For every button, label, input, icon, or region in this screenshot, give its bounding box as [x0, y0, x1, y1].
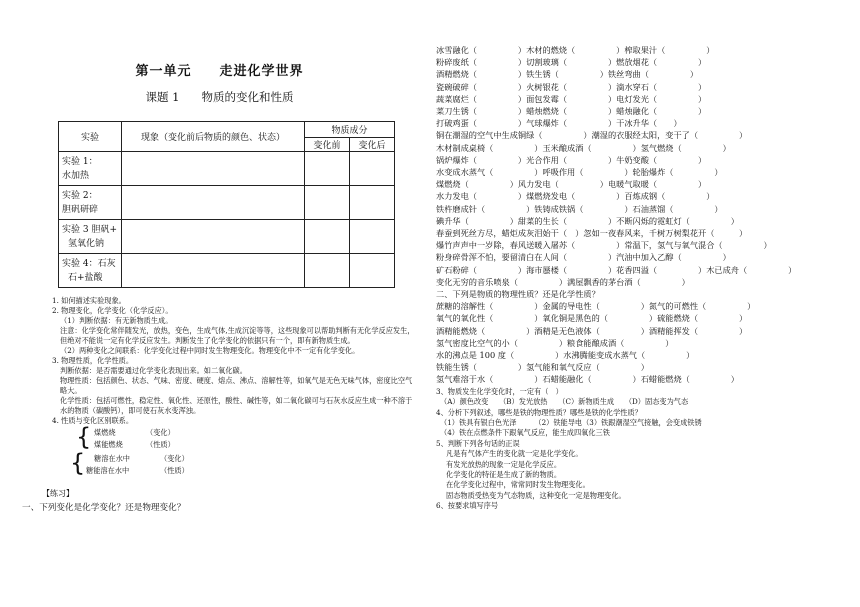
- statement-line: 固态物质受热变为气态物质，这种变化一定是物理变化。: [446, 490, 626, 500]
- lesson-name: 物质的变化和性质: [201, 90, 294, 104]
- exercise-line: 水的沸点是 100 度（ ）水沸腾能变成水蒸气（ ）: [436, 350, 695, 361]
- brace-item: 煤燃烧 （变化）: [94, 428, 175, 437]
- note-line: 注意：化学变化常伴随发光，放热，变色，生成气体,生成沉淀等等，这些现象可以帮助判断有无化学反应发生，但绝对不能说一定有化学反应发生。判断发生了化学变化的依据只有一个，即有新物质生成。: [60, 326, 415, 345]
- statement-line: （4）铁在点燃条件下跟氧气反应，能生成四氧化三铁: [440, 428, 610, 438]
- exercise-line: 木材制成桌椅（ ）玉米酿成酒（ ）氢气燃烧（ ）: [436, 142, 731, 153]
- exercise-line: 铁杵磨成针（ ）铁铸成铁锅（ ）石油蒸馏（ ）: [436, 203, 723, 214]
- exercise-line: 蔗糖的溶解性（ ）金属的导电性（ ）氮气的可燃性（ ）: [436, 301, 756, 312]
- exercise-line: 冰雪融化（ ）木材的燃烧（ ）榨取果汁（ ）: [436, 45, 715, 55]
- header-phenomenon: 现象（变化前后物质的颜色、状态）: [122, 122, 305, 152]
- practice-label: 【练习】: [42, 489, 74, 498]
- question-line: 6、按要求填写序号: [436, 501, 499, 511]
- label-line: 实验 2：: [62, 190, 98, 201]
- label-line: 水加热: [62, 170, 90, 181]
- exercise-line: 菜刀生锈（ ）蜡烛燃烧（ ）蜡烛融化（ ）: [436, 106, 707, 117]
- notes-section: [52, 296, 417, 478]
- brace-group-coal: [60, 423, 417, 452]
- exercise-line: 矿石粉碎（ ）海市蜃楼（ ）花香四溢（ ）木已成舟（ ）: [436, 264, 797, 275]
- brace-group-sugar: [60, 449, 417, 478]
- lesson-number: 课题 1: [145, 90, 180, 104]
- exercise-line: 煤燃烧（ ）风力发电（ ）电暖气取暖（ ）: [436, 179, 707, 190]
- exercise-line: 铁能生锈（ ）氢气能和氧气反应（ ）: [436, 362, 649, 373]
- exercise-line: 酒精能燃烧（ ）酒精是无色液体（ ）酒精能挥发（ ）: [436, 325, 748, 336]
- question-2-title: 二、下列是物质的物理性质？还是化学性质？: [436, 289, 600, 300]
- table-row: [59, 220, 395, 254]
- label-line: 实验 4：石灰: [62, 258, 116, 269]
- experiment-label: [59, 254, 122, 288]
- brace-icon: {: [70, 449, 86, 477]
- left-column: [22, 38, 417, 513]
- unit-title: [22, 60, 417, 79]
- experiment-table: [58, 121, 395, 288]
- label-line: 氢氧化钠: [68, 238, 105, 249]
- question-1-title: 一、下列变化是化学变化？还是物理变化？: [22, 503, 186, 513]
- phenomenon-cell[interactable]: [122, 254, 305, 288]
- exercise-line: 瓷碗破碎（ ）火树银花（ ）滴水穿石（ ）: [436, 81, 707, 92]
- label-line: 胆矾研碎: [62, 204, 99, 215]
- brace-item: 糖能溶在水中 （性质）: [86, 466, 189, 475]
- after-cell[interactable]: [350, 220, 395, 254]
- header-before: 变化前: [305, 138, 350, 152]
- exercise-line: 粉碎废纸（ ）切割玻璃（ ）燃放烟花（ ）: [436, 57, 707, 68]
- before-cell[interactable]: [305, 220, 350, 254]
- unit-number: 第一单元: [135, 64, 192, 79]
- note-line: 1. 如何描述实验现象。: [52, 296, 126, 305]
- exercise-line: 水力发电（ ）煤燃烧发电（ ）百炼成钢（ ）: [436, 191, 715, 202]
- before-cell[interactable]: [305, 186, 350, 220]
- before-cell[interactable]: [305, 254, 350, 288]
- note-line: 3. 物理性质，化学性质。: [52, 356, 134, 365]
- note-line: 4. 性质与变化区别联系。: [52, 416, 134, 425]
- exercise-line: 变化无穷的音乐喷泉（ ）满屋飘香的茅台酒（ ）: [436, 276, 690, 287]
- statement-line: 化学变化的特征是生成了新的物质。: [446, 469, 562, 479]
- exercise-line: 锅炉爆炸（ ）光合作用（ ）牛奶变酸（ ）: [436, 154, 707, 165]
- experiment-label: [59, 152, 122, 186]
- exercise-line: 爆竹声声中一岁除，春风送暖入屠苏（ ）常温下，氢气与氧气混合（ ）: [436, 240, 772, 251]
- exercise-line: 氧气的氧化性（ ）氧化铜是黑色的（ ）硫能燃烧（ ）: [436, 313, 748, 324]
- statement-line: （1）铁具有银白色光泽 （2）铁能导电（3）铁跟潮湿空气接触，会变成铁锈: [440, 417, 702, 427]
- before-cell[interactable]: [305, 152, 350, 186]
- more-questions: [436, 387, 846, 512]
- header-composition: 物质成分: [305, 122, 395, 138]
- note-line: 判断依据：是否需要通过化学变化表现出来。如二氧化碳。: [60, 366, 247, 375]
- question-line: 3、物质发生化学变化时，一定有（ ）: [436, 386, 563, 396]
- after-cell[interactable]: [350, 254, 395, 288]
- exercise-line: 打破鸡蛋（ ）气球爆炸（ ）干冰升华（ ）: [436, 118, 682, 129]
- brace-item: 煤能燃烧 （性质）: [94, 440, 175, 449]
- right-column: [436, 44, 846, 512]
- experiment-label: [59, 186, 122, 220]
- after-cell[interactable]: [350, 152, 395, 186]
- exercise-line: 粉身碎骨浑不怕，要留清白在人间（ ）汽油中加入乙醇（ ）: [436, 252, 731, 263]
- exercise-line: 蔬菜腐烂（ ）面包发霉（ ）电灯发光（ ）: [436, 93, 707, 104]
- table-row: [59, 254, 395, 288]
- unit-name: 走进化学世界: [219, 64, 304, 79]
- exercise-lines: [436, 44, 846, 386]
- label-line: 实验 3 胆矾+: [62, 224, 117, 235]
- note-line: （2）两种变化之间联系：化学变化过程中同时发生物理变化。物理变化中不一定有化学变化。: [60, 346, 360, 355]
- exercise-line: 氢气难溶于水（ ）石蜡能融化（ ）石蜡能燃烧（ ）: [436, 374, 739, 385]
- phenomenon-cell[interactable]: [122, 152, 305, 186]
- choice-line: （A）颜色改变 （B）发光放热 （C）新物质生成 （D）固态变为气态: [440, 397, 689, 407]
- exercise-line: 铜在潮湿的空气中生成铜绿（ ）潮湿的衣服经太阳，变干了（ ）: [436, 130, 748, 141]
- experiment-label: [59, 220, 122, 254]
- phenomenon-cell[interactable]: [122, 186, 305, 220]
- statement-line: 有发光放热的现象一定是化学反应。: [446, 459, 562, 469]
- note-line: 化学性质：包括可燃性，稳定性、氧化性、还原性，酸性、碱性等，如二氧化碳可与石灰水反应生成一种不溶于水的物质（碳酸钙），即可使石灰水变浑浊。: [60, 396, 413, 415]
- phenomenon-cell[interactable]: [122, 220, 305, 254]
- brace-item: 糖溶在水中 （变化）: [94, 454, 189, 463]
- statement-line: 在化学变化过程中，常常同时发生物理变化。: [446, 480, 590, 490]
- after-cell[interactable]: [350, 186, 395, 220]
- header-after: 变化后: [350, 138, 395, 152]
- note-line: （1）判断依据：有无新物质生成。: [60, 316, 173, 325]
- question-line: 4、分析下列叙述，哪些是铁的物理性质？哪些是铁的化学性质？: [436, 407, 642, 417]
- note-line: 2. 物理变化，化学变化（化学反应）。: [52, 306, 173, 315]
- exercise-line: 春蚕到死丝方尽，蜡炬成灰泪始干（ ）忽如一夜春风来，千树万树梨花开（ ）: [436, 228, 748, 239]
- table-row: [59, 152, 395, 186]
- statement-line: 凡是有气体产生的变化就一定是化学变化。: [446, 449, 583, 459]
- label-line: 实验 1：: [62, 156, 98, 167]
- question-line: 5、判断下列各句话的正误: [436, 438, 520, 448]
- exercise-line: 酒精燃烧（ ）铁生锈（ ）铁丝弯曲（ ）: [436, 69, 699, 80]
- brace-icon: {: [76, 423, 92, 451]
- exercise-line: 碘升华（ ）甜菜的生长（ ）不断闪烁的霓虹灯（ ）: [436, 215, 739, 226]
- exercise-line: 氢气密度比空气的小（ ）粮食能酿成酒（ ）: [436, 337, 674, 348]
- exercise-line: 水变成水蒸气（ ）呼吸作用（ ）轮胎爆炸（ ）: [436, 167, 723, 178]
- lesson-title: [22, 89, 417, 105]
- table-row: [59, 186, 395, 220]
- note-line: 物理性质：包括颜色、状态、气味、密度、硬度、熔点、沸点、溶解性等，如氧气是无色无味气体，密度比空气略大。: [60, 376, 413, 395]
- label-line: 石+盐酸: [68, 272, 103, 283]
- header-experiment: 实验: [59, 122, 122, 152]
